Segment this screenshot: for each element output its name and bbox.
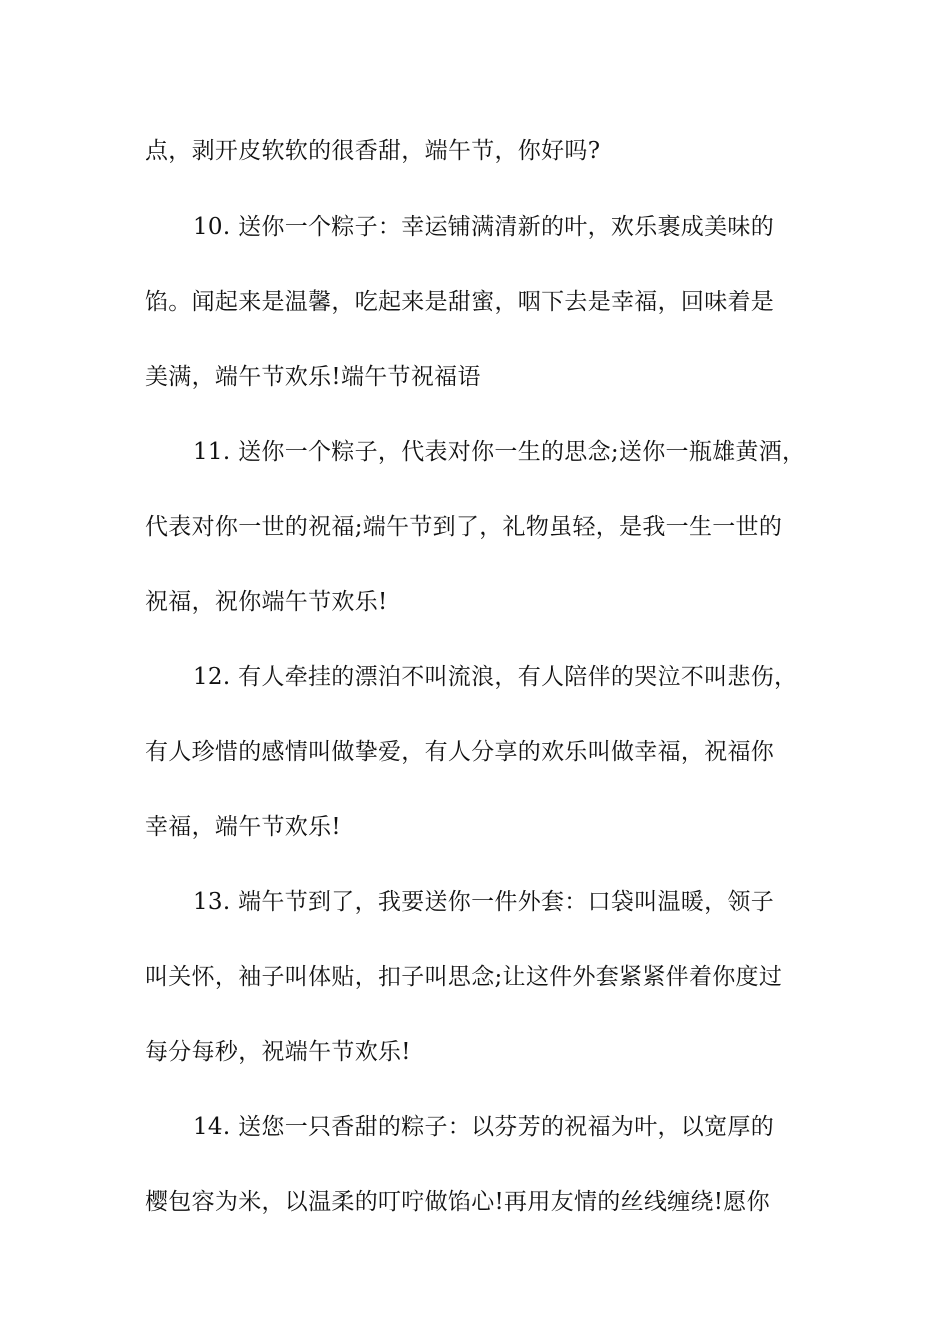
paragraph-9-line-3: 点，剥开皮软软的很香甜，端午节，你好吗? [145,138,601,164]
paragraph-11-line-1: 11. 送你一个粽子，代表对你一生的思念;送你一瓶雄黄酒， [193,439,806,465]
paragraph-12-line-1: 12. 有人牵挂的漂泊不叫流浪，有人陪伴的哭泣不叫悲伤， [193,664,798,690]
paragraph-10-line-1: 10. 送你一个粽子：幸运铺满清新的叶，欢乐裹成美味的 [193,214,774,240]
paragraph-12-line-3: 幸福，端午节欢乐! [145,814,341,840]
paragraph-10-line-2: 馅。闻起来是温馨，吃起来是甜蜜，咽下去是幸福，回味着是 [145,289,775,315]
paragraph-12-line-2: 有人珍惜的感情叫做挚爱，有人分享的欢乐叫做幸福，祝福你 [145,739,775,765]
paragraph-14-line-1: 14. 送您一只香甜的粽子：以芬芳的祝福为叶，以宽厚的 [193,1114,774,1140]
paragraph-11-line-3: 祝福，祝你端午节欢乐! [145,589,388,615]
paragraph-13-line-2: 叫关怀，袖子叫体贴，扣子叫思念;让这件外套紧紧伴着你度过 [145,964,783,990]
paragraph-14-line-2: 樱包容为米，以温柔的叮咛做馅心!再用友情的丝线缠绕!愿你 [145,1189,770,1215]
paragraph-10-line-3: 美满，端午节欢乐!端午节祝福语 [145,364,481,390]
paragraph-13-line-1: 13. 端午节到了，我要送你一件外套：口袋叫温暖，领子 [193,889,774,915]
paragraph-13-line-3: 每分每秒，祝端午节欢乐! [145,1039,411,1065]
paragraph-11-line-2: 代表对你一世的祝福;端午节到了，礼物虽轻，是我一生一世的 [145,514,783,540]
